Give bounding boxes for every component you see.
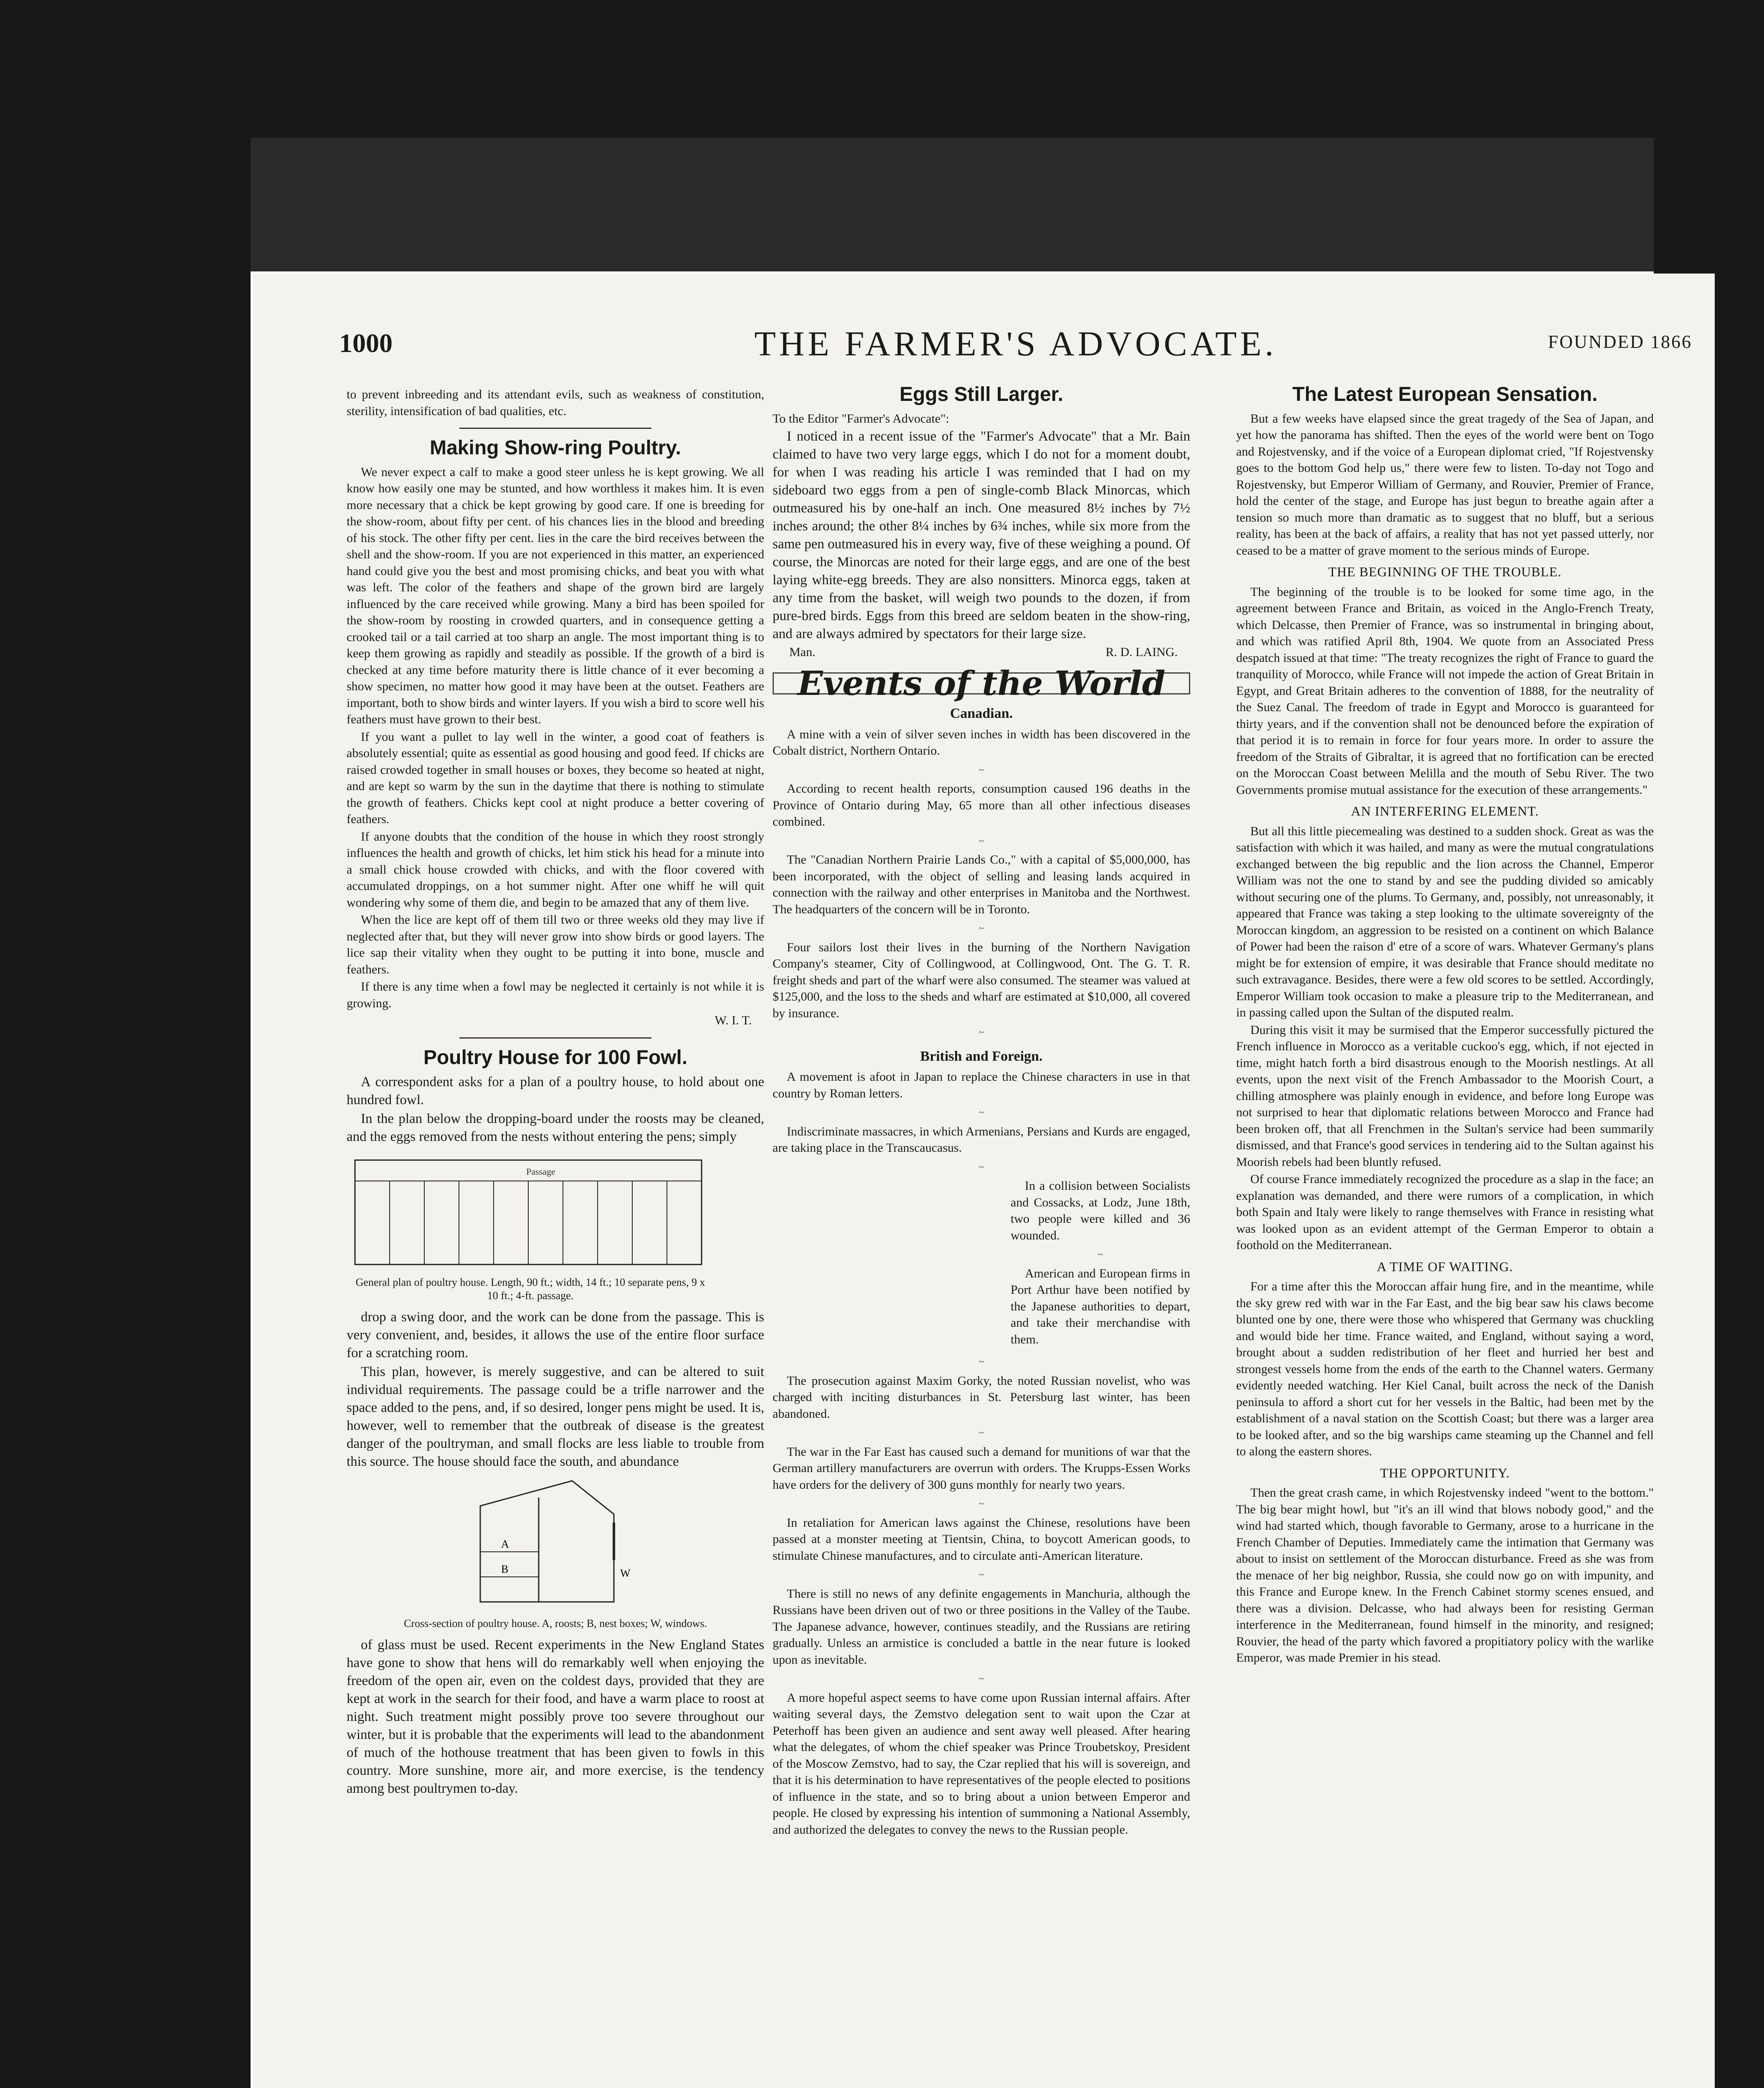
signature: W. I. T.	[715, 1014, 752, 1027]
label-a: A	[501, 1538, 509, 1550]
news-item: The war in the Far East has caused such a demand for munitions of war that the German artillery manufacturers are overrun with orders. The Krupps-Essen Works have orders for the delivery of 300 guns monthly for nearly two years.	[773, 1444, 1190, 1492]
signature-line	[363, 1012, 752, 1029]
founded-line: FOUNDED 1866	[1548, 332, 1692, 352]
column-middle	[773, 383, 1190, 1839]
news-item: There is still no news of any definite engagements in Manchuria, although the Russians have been driven out of two or three positions in the Valley of the Taube. The Japanese advance, however, continues steadily, and the Russians are retiring gradually. Unless an armistice is concluded a battle in the near future is looked upon as inevitable.	[773, 1586, 1190, 1667]
paragraph: If anyone doubts that the condition of the house in which they roost strongly influences the health and growth of chicks, let him stick his head for a minute into a small chick house crowded with chicks, and with the floor covered with accumulated droppings, on a hot summer night. After one whiff he will quit wondering why some of them die, and begin to be amazed that any of them live.	[347, 829, 764, 910]
paragraph: This plan, however, is merely suggestive, and can be altered to suit individual requirements. The passage could be a trifle narrower and the space added to the pens, and, if so desired, longer pens might be used. It is, however, well to remember that the outbreak of disease is the greatest danger of the poultryman, and small flocks are less liable to trouble from this source. The house should face the south, and abundance	[347, 1364, 764, 1469]
news-item: American and European firms in Port Arthur have been notified by the Japanese authorities to depart, and take their merchandise with them.	[1011, 1266, 1190, 1346]
page-number: 1000	[339, 328, 393, 358]
divider	[459, 428, 651, 429]
floor-plan-drawing	[351, 1152, 710, 1269]
paragraph: During this visit it may be surmised that the Emperor successfully pictured the French influence in Morocco as a veritable cuckoo's egg, which, if not ejected in time, might hatch forth a bird disastrous enough to the Moorish nestlings. At all events, upon the next visit of the French Ambassador to the Moorish Court, a chilling atmosphere was plainly enough in evidence, and before long Europe was not surprised to hear that diplomatic relations between Morocco and France had been broken off, that all Frenchmen in the Sultan's service had been summarily dismissed, and that France's good services in tendering aid to the Sultan against his Moorish rebels had been bluntly refused.	[1236, 1023, 1654, 1169]
news-item: A more hopeful aspect seems to have come upon Russian internal affairs. After waiting several days, the Zemstvo delegation sent to wait upon the Czar at Peterhoff has been given an audience and sent away well pleased. After hearing what the delegates, of whom the chief speaker was Prince Troubetskoy, President of the Moscow Zemstvo, had to say, the Czar replied that his will is sovereign, and that it is his determination to have representatives of the people elected to positions of influence in the state, and so to bring about a union between Emperor and people. He closed by expressing his intention of summoning a National Assembly, and authorized the delegates to convey the news to the Russian people.	[773, 1690, 1190, 1837]
paragraph: When the lice are kept off of them till two or three weeks old they may live if neglected after that, but they will never grow into show birds or good layers. The lice sap their vitality when they ought to be putting it into bone, muscle and feathers.	[347, 913, 764, 976]
label-w: W	[620, 1567, 631, 1579]
figure-caption: Cross-section of poultry house. A, roosts; B, nest boxes; W, windows.	[404, 1617, 707, 1629]
paragraph: Then the great crash came, in which Rojestvensky indeed "went to the bottom." The big bear might howl, but "it's an ill wind that blows nobody good," and the wind had started which, though favorable to Germany, arose to a hurricane in the French Chamber of Deputies. Immediately came the intimation that Germany was about to insist on settlement of the Moroccan disturbance. Freed as she was from the menace of her big neighbor, Russia, she could now go on with impunity, and this France and Europe knew. In the French Cabinet stormy scenes ensued, and there was a division. Delcasse, who had always been for resisting German interference in the Mediterranean, found himself in the minority, and resigned; Rouvier, the head of the party which favored a propitiatory policy with the warlike Emperor, was made Premier in his stead.	[1236, 1486, 1654, 1665]
paragraph: A correspondent asks for a plan of a poultry house, to hold about one hundred fowl.	[347, 1074, 764, 1107]
salutation: To the Editor "Farmer's Advocate":	[773, 411, 949, 426]
section-heading: Canadian.	[950, 706, 1013, 721]
intro-paragraph: to prevent inbreeding and its attendant evils, such as weakness of constitution, sterility, intensification of bad qualities, etc.	[347, 388, 764, 418]
section-heading: British and Foreign.	[920, 1048, 1043, 1064]
article-title: Eggs Still Larger.	[899, 383, 1064, 405]
cross-section-drawing	[455, 1477, 656, 1610]
paragraph: drop a swing door, and the work can be done from the passage. This is very convenient, and, besides, it allows the use of the entire floor surface for a scratching room.	[347, 1309, 764, 1361]
article-title: The Latest European Sensation.	[1292, 383, 1598, 405]
passage-label: Passage	[526, 1166, 555, 1177]
item-separator: ~	[979, 1107, 984, 1117]
item-separator: ~	[979, 1498, 984, 1509]
paragraph: But a few weeks have elapsed since the great tragedy of the Sea of Japan, and yet how the panorama has shifted. Then the eyes of the world were bent on Togo and Rojestvensky, and if the voice of a European diplomat cried, "If Rojestvensky goes to the bottom God help us," there were few to listen. To-day not Togo and Rojestvensky, but Emperor William of Germany, and Rouvier, Premier of France, hold the center of the stage, and Europe has just begun to breathe again after a tension so much more than dramatic as to suggest that no bluff, but a serious reality, has been at the back of affairs, a reality that has not yet passed utterly, nor ceased to be a matter of grave moment to the serious minds of Europe.	[1236, 411, 1654, 557]
column-left	[347, 386, 764, 1799]
publication-title: THE FARMER'S ADVOCATE.	[754, 324, 1277, 363]
page-header	[339, 324, 1692, 370]
article-title: Poultry House for 100 Fowl.	[423, 1046, 688, 1069]
paragraph: If there is any time when a fowl may be neglected it certainly is not while it is growing.	[347, 980, 764, 1010]
scan-border-top	[0, 0, 1764, 138]
paragraph: But all this little piecemealing was destined to a sudden shock. Great as was the satisfaction with which it was hailed, and many as were the mutual congratulations exchanged between the big republic and the lion across the Channel, Emperor William was not the one to stand by and see the pudding divided so amicably without securing one of the plums. To Germany, and, possibly, not unreasonably, it appeared that France was taking a step looking to the ultimate sovereignty of the Moroccan kingdom, an aggression to be resisted on a continent on which Balance of Power had been the raison d' etre of a score of wars. Whatever Germany's plans might be for extension of empire, it was desirable that France should meditate no such extravagance. Besides, there were a few old scores to be settled. Accordingly, Emperor William took occasion to make a pleasure trip to the Mediterranean, and in passing called upon the Sultan of the disputed realm.	[1236, 824, 1654, 1019]
place: Man.	[789, 645, 816, 659]
section-heading: A TIME OF WAITING.	[1376, 1259, 1513, 1274]
article-title: Making Show-ring Poultry.	[430, 437, 681, 459]
figure-caption: General plan of poultry house. Length, 90 ft.; width, 14 ft.; 10 separate pens, 9 x 10 ft.; 4-ft. passage.	[355, 1276, 705, 1302]
paragraph: We never expect a calf to make a good steer unless he is kept growing. We all know how easily one may be stunted, and how worthless it makes him. It is even more necessary that a chick be kept growing by good care. If one is breeding for the show-room, about fifty per cent. of his chances lies in the blood and breeding of his stock. The other fifty per cent. lies in the care the bird receives between the shell and the show-room. If you are not experienced in this matter, an experienced hand could give you the best and most promising chicks, and beat you with what was left. The color of the feathers and shape of the grown bird are largely influenced by the care received while growing. Many a bird has been spoiled for the show-room by roosting in crowded quarters, and in consequence getting a crooked tail or a tail carried at too sharp an angle. The most important thing is to keep them growing as rapidly and steadily as possible. If the growth of a bird is checked at any time before maturity there is little chance of it ever becoming a show specimen, no matter how good it may have been at the outset. Feathers are important, both to show birds and winter layers. If you wish a bird to score well his feathers must have grown to their best.	[347, 465, 764, 726]
news-item: The prosecution against Maxim Gorky, the noted Russian novelist, who was charged with inciting disturbances in St. Petersburg last winter, has been abandoned.	[773, 1373, 1190, 1421]
item-separator: ~	[979, 764, 984, 775]
item-separator: ~	[979, 1356, 984, 1367]
news-item: In retaliation for American laws against the Chinese, resolutions have been passed at a monster meeting at Tientsin, China, to boycott American goods, to stimulate Chinese manufactures, and to circulate anti-American literature.	[773, 1515, 1190, 1563]
news-item: A movement is afoot in Japan to replace the Chinese characters in use in that country by Roman letters.	[773, 1070, 1190, 1100]
poultry-house-plan-figure	[351, 1152, 710, 1302]
item-separator: ~	[979, 923, 984, 933]
scan-border-left	[0, 0, 251, 2088]
cross-section-figure	[347, 1477, 764, 1631]
section-heading: THE BEGINNING OF THE TROUBLE.	[1328, 564, 1562, 579]
news-item: In a collision between Socialists and Cossacks, at Lodz, June 18th, two people were killed and 36 wounded.	[1011, 1179, 1190, 1242]
paragraph: For a time after this the Moroccan affair hung fire, and in the meantime, while the sky grew red with war in the Far East, and the big bear saw his claws become blunted one by one, there were those who whispered that Germany was chuckling and would bide her time. France waited, and England, without saying a word, brought about a sudden redistribution of her fleet and hurried her best and strongest vessels home from the ends of the earth to the Channel waters. Germany evidently needed watching. Her Kiel Canal, built across the neck of the Danish peninsula to afford a short cut for her vessels in the Baltic, had been met by the establishment of a naval station on the Scottish Coast; but there was a larger area to be looked after, and so the big warships came steaming up the Channel and fell to along the eastern shores.	[1236, 1280, 1654, 1458]
item-separator: ~	[979, 1027, 984, 1037]
paragraph: I noticed in a recent issue of the "Farmer's Advocate" that a Mr. Bain claimed to have two very large eggs, which I do not for a moment doubt, for when I was reading his article I was reminded that I had on my sideboard two eggs from a pen of single-comb Black Minorcas, which outmeasured his by one-half an inch. One measured 8½ inches by 7½ inches around; the other 8¼ inches by 6¾ inches, while six more from the same pen outmeasured his in every way, five of these weighing a pound. Of course, the Minorcas are noted for their large eggs, and are one of the best laying white-egg breeds. They are also nonsitters. Minorca eggs, taken at any time from the basket, will weigh two pounds to the dozen, if from pure-bred birds. Eggs from this breed are seldom beaten in the show-ring, and are always admired by spectators for their large size.	[773, 429, 1190, 641]
column-right	[1236, 383, 1654, 1667]
news-item: Indiscriminate massacres, in which Armenians, Persians and Kurds are engaged, are taking place in the Transcaucasus.	[773, 1124, 1190, 1155]
section-heading: AN INTERFERING ELEMENT.	[1351, 803, 1539, 818]
section-heading: THE OPPORTUNITY.	[1380, 1465, 1510, 1480]
paragraph: If you want a pullet to lay well in the winter, a good coat of feathers is absolutely essential; quite as essential as good housing and good feed. If chicks are raised crowded together in small houses or boxes, they become so heated at night, and are kept so warm by the sun in the daytime that there is nothing to stimulate the growth of feathers. Chicks kept cool at night produce a better covering of feathers.	[347, 730, 764, 826]
signature: R. D. LAING.	[1105, 645, 1178, 659]
item-separator: ~	[979, 1427, 984, 1438]
newspaper-page	[253, 274, 1715, 2088]
item-separator: ~	[979, 1161, 984, 1172]
news-item: The "Canadian Northern Prairie Lands Co.," with a capital of $5,000,000, has been incorporated, with the object of selling and leasing lands acquired in connection with the railway and other enterprises in Manitoba and the Northwest. The headquarters of the concern will be in Toronto.	[773, 853, 1190, 916]
signature-line	[789, 644, 1178, 661]
label-b: B	[501, 1563, 509, 1575]
float-wrap	[773, 1178, 1190, 1351]
item-separator: ~	[1098, 1249, 1103, 1259]
events-banner: Events of the World	[773, 672, 1190, 695]
scan-border-upper-strip	[251, 138, 1654, 271]
news-item-float	[1011, 1178, 1190, 1348]
item-separator: ~	[979, 1673, 984, 1684]
paragraph: In the plan below the dropping-board under the roosts may be cleaned, and the eggs removed from the nests without entering the pens; simply	[347, 1111, 764, 1144]
item-separator: ~	[979, 835, 984, 846]
item-separator: ~	[979, 1569, 984, 1580]
news-item: Four sailors lost their lives in the burning of the Northern Navigation Company's steamer, City of Collingwood, at Collingwood, Ont. The G. T. R. freight sheds and part of the wharf were also consumed. The steamer was valued at $125,000, and the loss to the sheds and wharf are estimated at $10,000, all covered by insurance.	[773, 940, 1190, 1020]
paragraph: The beginning of the trouble is to be looked for some time ago, in the agreement between France and Britain, as voiced in the Anglo-French Treaty, which Delcasse, then Premier of France, was so instrumental in bringing about, and which was ratified April 8th, 1904. We quote from an Associated Press despatch issued at that time: "The treaty recognizes the right of France to guard the tranquility of Morocco, while France will not impede the action of Great Britain in Egypt, and Great Britain adheres to the convention of 1888, for the neutrality of the Suez Canal. The freedom of trade in Egypt and Morocco is guaranteed for thirty years, and if the convention shall not be denounced before the expiration of that period it is to remain in force for four years more. In order to assure the freedom of the Straits of Gibraltar, it is agreed that no fortification can be erected on the Moroccan Coast between Melilla and the mouth of Sebu River. The two Governments promise mutual assistance for the execution of these arrangements."	[1236, 585, 1654, 797]
divider	[459, 1037, 651, 1039]
paragraph: Of course France immediately recognized the procedure as a slap in the face; an explanation was demanded, and there were rumors of a complication, in which both Spain and Italy were likely to range themselves with France in resisting what was looked upon as an evident attempt of the German Emperor to obtain a foothold on the Mediterranean.	[1236, 1172, 1654, 1252]
paragraph: of glass must be used. Recent experiments in the New England States have gone to show that hens will do remarkably well when enjoying the freedom of the open air, even on the coldest days, provided that they are kept at work in the search for their food, and have a warm place to roost at night. Such treatment might possibly prove too severe throughout our winter, but it is probable that the experiments will lead to the abandonment of much of the hothouse treatment that has been given to fowls in this country. More sunshine, more air, and more exercise, is the tendency among best poultrymen to-day.	[347, 1637, 764, 1796]
news-item: A mine with a vein of silver seven inches in width has been discovered in the Cobalt district, Northern Ontario.	[773, 727, 1190, 758]
news-item: According to recent health reports, consumption caused 196 deaths in the Province of Ontario during May, 65 more than all other infectious diseases combined.	[773, 782, 1190, 829]
